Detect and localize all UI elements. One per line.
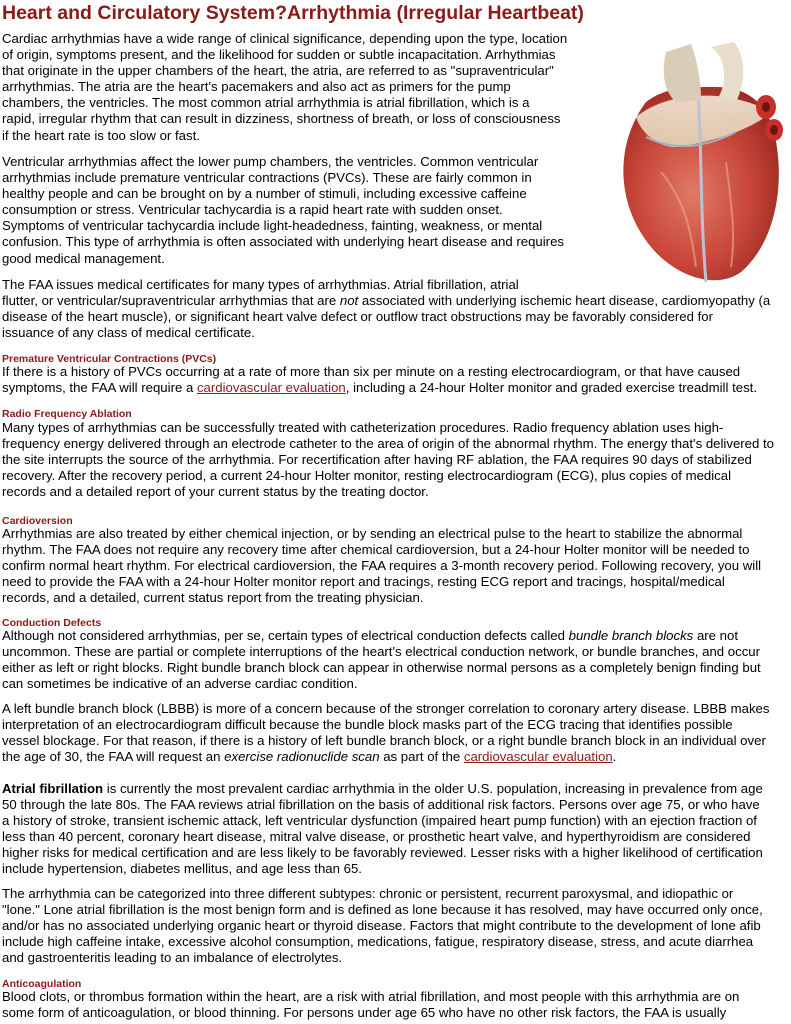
cardiovascular-evaluation-link[interactable]: cardiovascular evaluation: [196, 380, 346, 396]
pvc-heading: Premature Ventricular Contractions (PVCs): [2, 353, 217, 365]
heart-illustration: [606, 32, 791, 290]
anticoagulation-heading: Anticoagulation: [2, 978, 82, 990]
rfa-heading: Radio Frequency Ablation: [2, 408, 132, 420]
conduction-heading: Conduction Defects: [2, 617, 102, 629]
afib-paragraph-1: Atrial fibrillation is currently the most prevalent cardiac arrhythmia in the older U.S. population, increasing in prevalence from age 50 through the late 80s. The FAA reviews atrial fibrillation on the basis of additional risk factors. Persons over age 75, or who have a history of stroke, transient ischemic attack, left ventricular dysfunction (impaired heart pump function) with an ejection fraction of less than 40 percent, coronary heart disease, mitral valve disease, or prosthetic heart valve, and hyperthyroidism are considered higher risks for medical certification and are less likely to be favorably reviewed. Lesser risks with a higher likelihood of certification include hypertension, diabetes mellitus, and age less than 65.: [2, 781, 763, 877]
cardioversion-paragraph: Arrhythmias are also treated by either chemical injection, or by sending an electrical pulse to the heart to stabilize the abnormal rhythm. The FAA does not require any recovery time after chemical cardioversion, but a 24-hour Holter monitor will be needed to confirm normal heart rhythm. For electrical cardioversion, the FAA requires a 3-month recovery period. Following recovery, you will need to provide the FAA with a 24-hour Holter monitor report and tracings, resting ECG report and tracings, hospital/medical records, and a detailed, current status report from the treating physician.: [2, 526, 762, 606]
anticoagulation-paragraph: Blood clots, or thrombus formation within the heart, are a risk with atrial fibrillation, and most people with this arrhythmia are on some form of anticoagulation, or blood thinning. For persons under age 65 who have no other risk factors, the FAA is usually: [2, 989, 740, 1021]
rfa-paragraph: Many types of arrhythmias can be successfully treated with catheterization procedures. Radio frequency ablation uses high- frequency energy delivered through an electrode catheter to the area of origin of the abnormal rhythm. The energy that's delivered to the site interrupts the source of the arrhythmia. For recertification after having RF ablation, the FAA requires 90 days of stabilized recovery. After the recovery period, a current 24-hour Holter monitor, resting electrocardiogram (ECG), plus copies of medical records and a detailed report of your current status by the treating doctor.: [2, 420, 775, 500]
intro-paragraph-2: Ventricular arrhythmias affect the lower pump chambers, the ventricles. Common ventricular arrhythmias include premature ventricular contractions (PVCs). These are fairly common in healthy people and can be brought on by a number of stimuli, including excessive caffeine consumption or stress. Ventricular tachycardia is a rapid heart rate with sudden onset. Symptoms of ventricular tachycardia include light-headedness, fainting, weakness, or mental confusion. This type of arrhythmia is often associated with underlying heart disease and requires good medical management.: [2, 154, 565, 266]
pvc-paragraph: If there is a history of PVCs occurring at a rate of more than six per minute on a resting electrocardiogram, or that have caused symptoms, the FAA will require a cardiovascular evaluation, including a 24-hour Holter monitor and graded exercise treadmill test.: [2, 364, 757, 396]
conduction-paragraph-2: A left bundle branch block (LBBB) is more of a concern because of the stronger correlation to coronary artery disease. LBBB makes interpretation of an electrocardiogram difficult because the bundle block masks part of the ECG tracing that identifies possible vessel blockage. For that reason, if there is a history of left bundle branch block, or a right bundle branch block in an individual over the age of 30, the FAA will request an exercise radionuclide scan as part of the cardiovascular evaluation.: [2, 701, 770, 765]
cardiovascular-evaluation-link-2[interactable]: cardiovascular evaluation: [463, 749, 613, 765]
afib-paragraph-2: The arrhythmia can be categorized into three different subtypes: chronic or persistent, recurrent paroxysmal, and idiopathic or "lone." Lone atrial fibrillation is the most benign form and is defined as lone because it has resolved, may have occurred only once, and/or has no associated underlying organic heart or thyroid disease. Factors that might contribute to the development of lone afib include high caffeine intake, excessive alcohol consumption, medications, fatigue, respiratory disease, stress, and acute diarrhea and gastroenteritis leading to an imbalance of electrolytes.: [2, 886, 763, 966]
cardioversion-heading: Cardioversion: [2, 515, 73, 527]
intro-paragraph-1: Cardiac arrhythmias have a wide range of clinical significance, depending upon the type, location of origin, symptoms present, and the likelihood for sudden or subtle incapacitation. Arrhythmias that originate in the upper chambers of the heart, the atria, are referred to as "supraventricular" arrhythmias. The atria are the heart's pacemakers and also act as primers for the pump chambers, the ventricles. The most common atrial arrhythmia is atrial fibrillation, which is a rapid, irregular rhythm that can result in dizziness, shortness of breath, or loss of consciousness if the heart rate is too slow or fast.: [2, 31, 568, 143]
page-title: Heart and Circulatory System?Arrhythmia (Irregular Heartbeat): [2, 2, 584, 24]
conduction-paragraph-1: Although not considered arrhythmias, per se, certain types of electrical conduction defects called bundle branch blocks are not uncommon. These are partial or complete interruptions of the heart's electrical conduction network, or bundle branches, and occur either as left or right blocks. Right bundle branch block can appear in otherwise normal persons as a completely benign finding but can sometimes be indicative of an adverse cardiac condition.: [2, 628, 761, 692]
intro-paragraph-3: The FAA issues medical certificates for many types of arrhythmias. Atrial fibrillation, atrial flutter, or ventricular/supraventricular arrhythmias that are not associated with underlying ischemic heart disease, cardiomyopathy (a disease of the heart muscle), or significant heart valve defect or outflow tract obstructions may be favorably considered for issuance of any class of medical certificate.: [2, 277, 771, 341]
